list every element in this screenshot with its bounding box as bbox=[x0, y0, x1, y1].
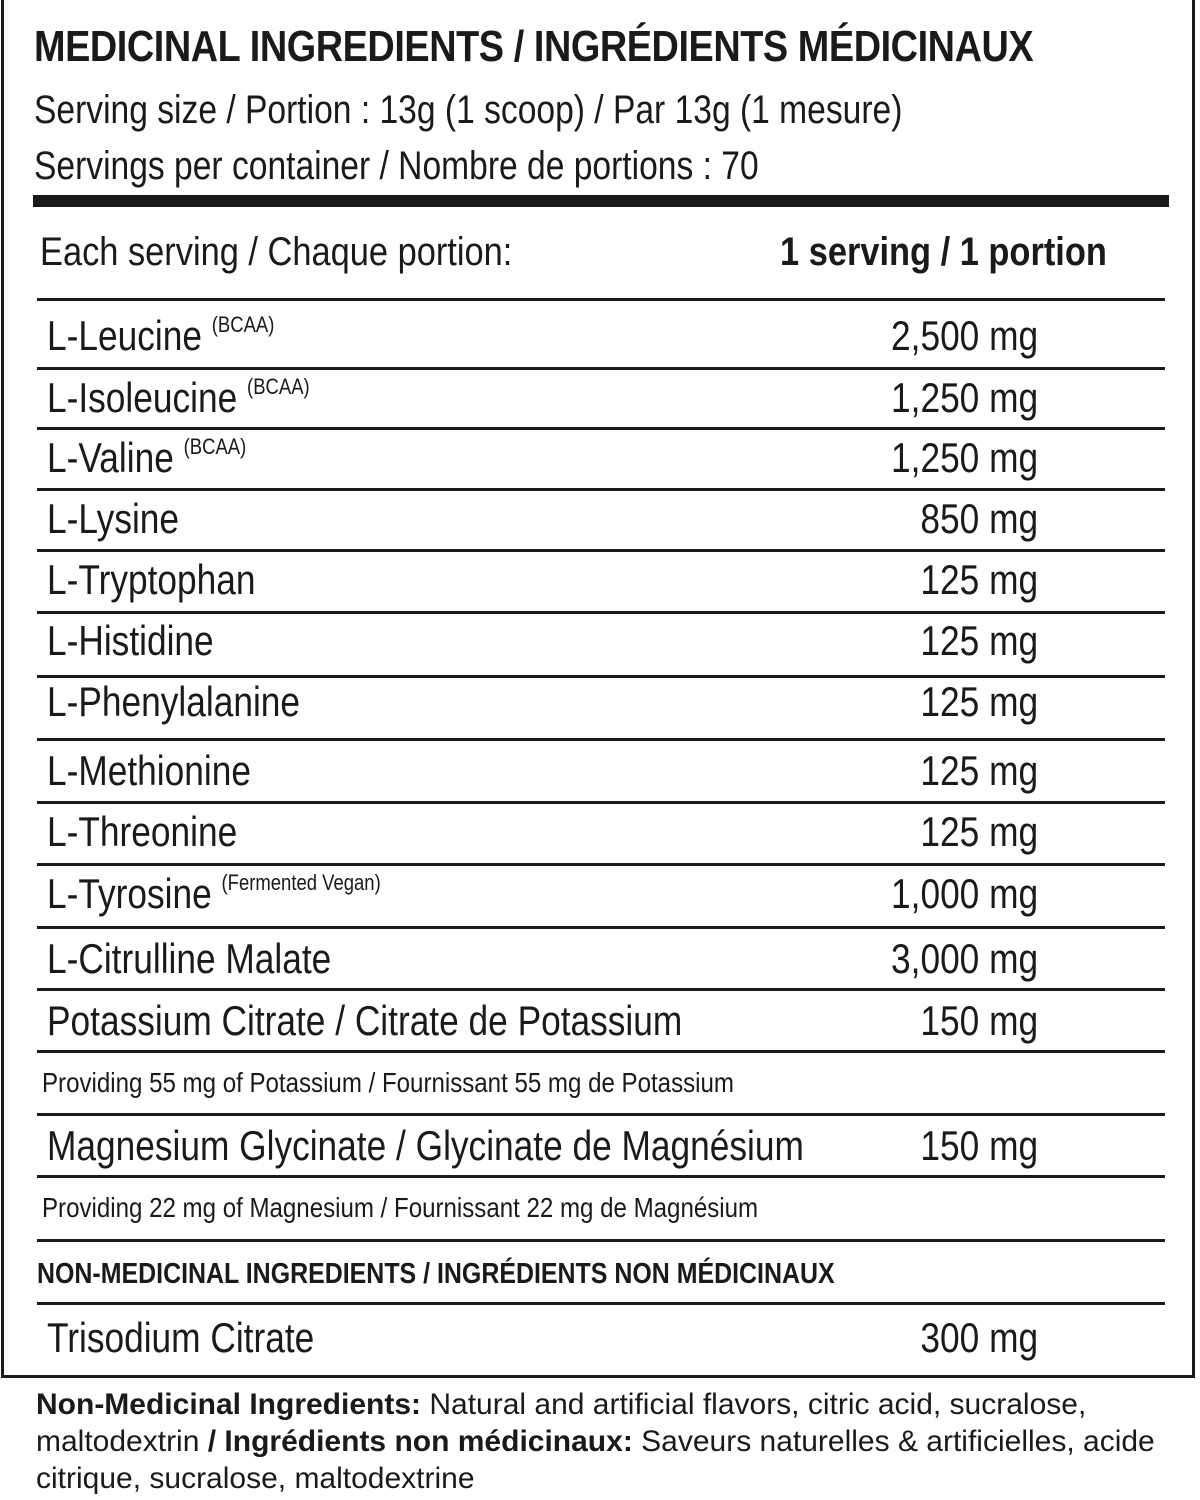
ingredient-amount: 1,250 mg bbox=[890, 434, 1038, 481]
ingredient-name: L-Histidine bbox=[47, 617, 214, 664]
row-divider bbox=[37, 1239, 1165, 1242]
row-divider bbox=[37, 801, 1165, 804]
ingredient-name: L-Threonine bbox=[47, 808, 238, 855]
footer-fr-text: Saveurs naturelles & artificielles, acide citrique, sucralose, maltodextrine bbox=[36, 1425, 1155, 1495]
ingredient-amount: 125 mg bbox=[920, 678, 1038, 725]
ingredient-amount: 125 mg bbox=[920, 556, 1038, 603]
row-divider bbox=[37, 738, 1165, 741]
panel-title: MEDICINAL INGREDIENTS / INGRÉDIENTS MÉDICINAUX bbox=[34, 22, 1034, 71]
row-divider bbox=[37, 367, 1165, 370]
row-divider bbox=[37, 427, 1165, 430]
ingredient-amount: 850 mg bbox=[920, 495, 1038, 542]
ingredient-name: L-Isoleucine $^{(BCAA)}$ bbox=[47, 374, 310, 421]
row-divider bbox=[37, 926, 1165, 929]
non-medicinal-ingredients-text bbox=[36, 1386, 1166, 1497]
row-divider bbox=[37, 1175, 1165, 1178]
ingredient-name: L-Citrulline Malate bbox=[47, 935, 332, 982]
row-divider bbox=[37, 611, 1165, 614]
non-medicinal-heading: NON-MEDICINAL INGREDIENTS / INGRÉDIENTS NON MÉDICINAUX bbox=[37, 1258, 835, 1290]
ingredient-amount: 150 mg bbox=[920, 997, 1038, 1044]
ingredient-name: L-Tryptophan bbox=[47, 556, 256, 603]
footer-en-label: Non-Medicinal Ingredients: bbox=[36, 1388, 422, 1421]
row-divider bbox=[37, 988, 1165, 991]
column-header-amount: 1 serving / 1 portion bbox=[780, 230, 1107, 274]
ingredient-amount: 125 mg bbox=[920, 808, 1038, 855]
row-divider bbox=[37, 1113, 1165, 1116]
ingredient-name: L-Leucine $^{(BCAA)}$ bbox=[47, 312, 275, 359]
thick-divider bbox=[33, 195, 1169, 207]
ingredient-name: L-Methionine bbox=[47, 747, 251, 794]
row-divider bbox=[37, 298, 1165, 301]
column-header-each-serving: Each serving / Chaque portion: bbox=[40, 230, 513, 274]
ingredient-name: Magnesium Glycinate / Glycinate de Magnésium bbox=[47, 1122, 804, 1169]
ingredient-amount: 125 mg bbox=[920, 747, 1038, 794]
ingredient-amount: 2,500 mg bbox=[890, 312, 1038, 359]
servings-per-container: Servings per container / Nombre de portions : 70 bbox=[34, 144, 759, 188]
ingredient-name: L-Phenylalanine bbox=[47, 678, 301, 725]
row-divider bbox=[37, 488, 1165, 491]
ingredient-name: L-Tyrosine $^{(Fermented Vegan)}$ bbox=[47, 870, 381, 917]
row-divider bbox=[37, 863, 1165, 866]
ingredient-amount: 3,000 mg bbox=[890, 935, 1038, 982]
ingredient-name: L-Valine $^{(BCAA)}$ bbox=[47, 434, 247, 481]
ingredient-note: (Fermented Vegan) bbox=[221, 870, 381, 895]
ingredient-name: Trisodium Citrate bbox=[47, 1314, 315, 1361]
ingredient-note: (BCAA) bbox=[183, 434, 247, 459]
ingredient-note: (BCAA) bbox=[247, 374, 310, 399]
ingredient-amount: 1,000 mg bbox=[890, 870, 1038, 917]
footer-en-text: Natural and artificial flavors, citric acid, sucralose, maltodextrin bbox=[36, 1388, 1087, 1458]
ingredient-amount: 300 mg bbox=[920, 1314, 1038, 1361]
footer-fr-label: / Ingrédients non médicinaux: bbox=[207, 1425, 633, 1458]
row-divider bbox=[37, 1302, 1165, 1305]
ingredient-amount: 150 mg bbox=[920, 1122, 1038, 1169]
row-divider bbox=[37, 549, 1165, 552]
potassium-note: Providing 55 mg of Potassium / Fournissant 55 mg de Potassium bbox=[42, 1067, 734, 1098]
ingredient-name: L-Lysine bbox=[47, 495, 180, 542]
ingredient-amount: 1,250 mg bbox=[890, 374, 1038, 421]
ingredient-amount: 125 mg bbox=[920, 617, 1038, 664]
ingredient-name: Potassium Citrate / Citrate de Potassium bbox=[47, 997, 683, 1044]
ingredient-note: (BCAA) bbox=[211, 312, 275, 337]
serving-size: Serving size / Portion : 13g (1 scoop) / Par 13g (1 mesure) bbox=[34, 88, 903, 132]
magnesium-note: Providing 22 mg of Magnesium / Fournissant 22 mg de Magnésium bbox=[42, 1192, 759, 1223]
row-divider bbox=[37, 1050, 1165, 1053]
